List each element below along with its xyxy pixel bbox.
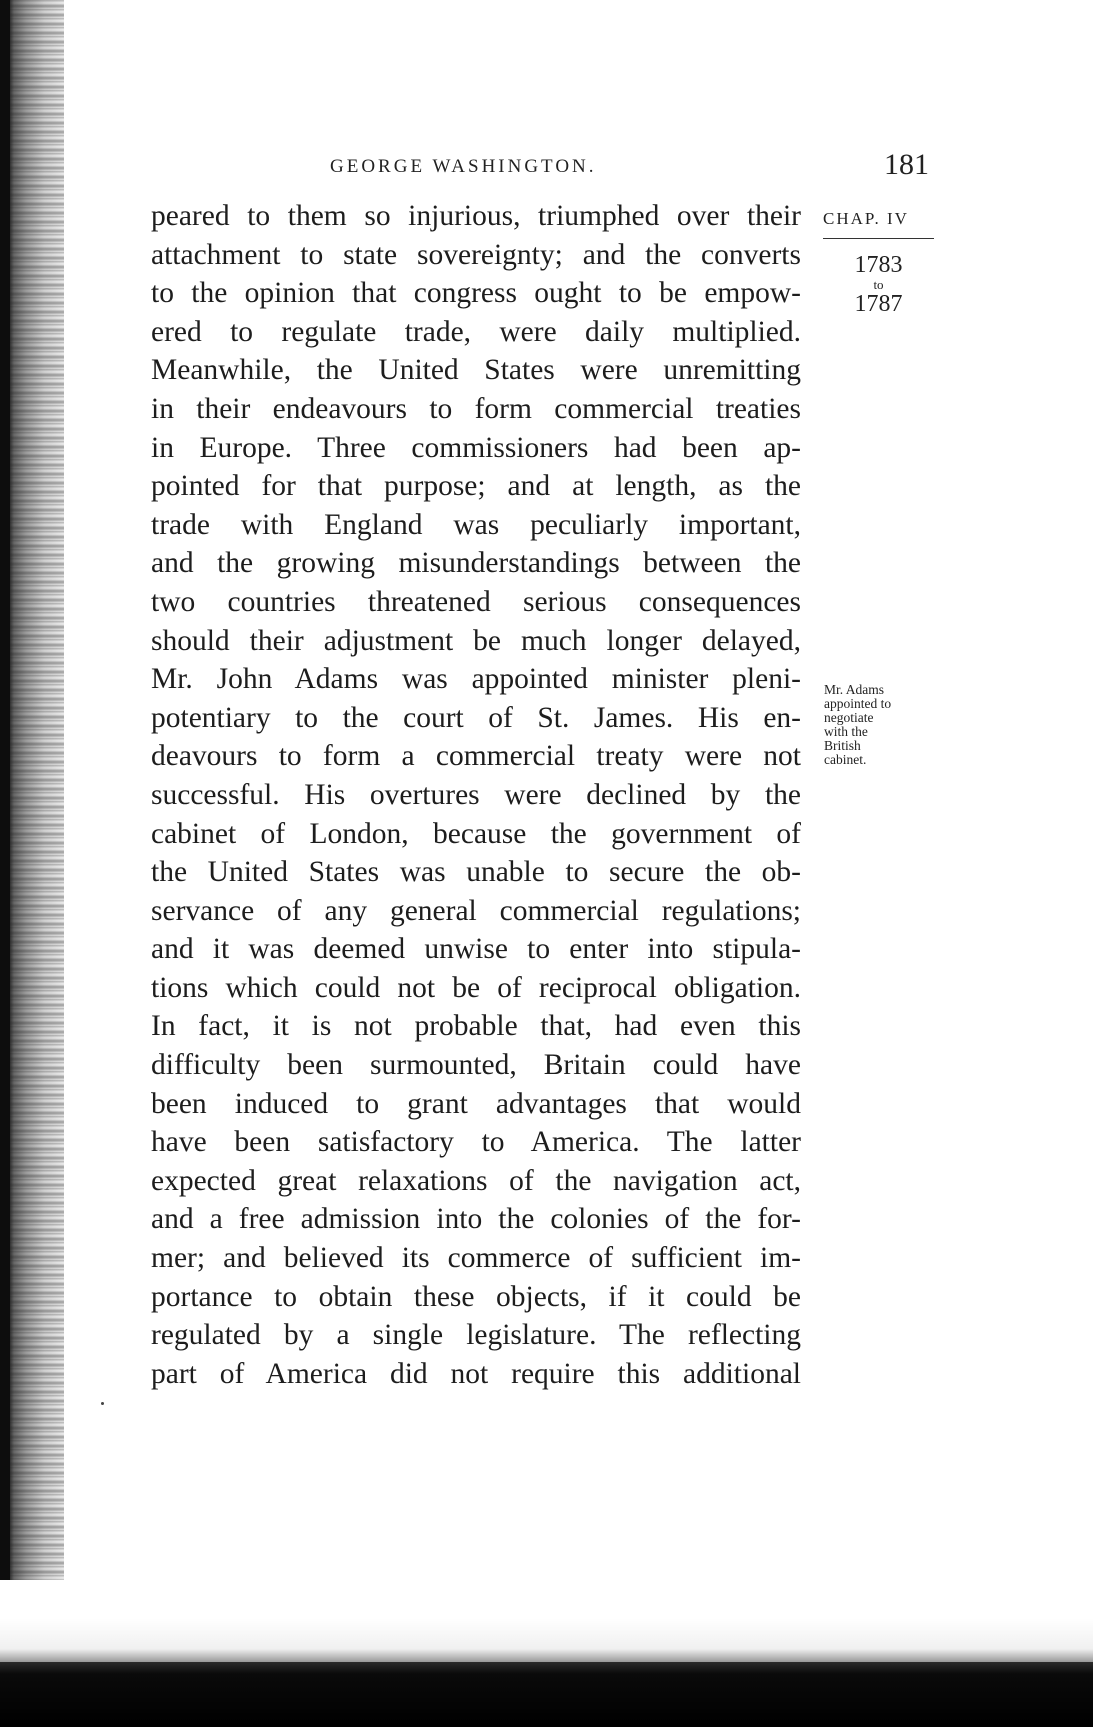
- text-line: mer; and believed its commerce of sufficient im-: [151, 1242, 801, 1275]
- text-line: tions which could not be of reciprocal obligation.: [151, 971, 801, 1004]
- sidenote-line: British: [824, 738, 861, 753]
- text-line: portance to obtain these objects, if it could be: [151, 1280, 801, 1313]
- text-line: part of America did not require this additional: [151, 1357, 801, 1390]
- text-line: the United States was unable to secure the ob-: [151, 856, 801, 889]
- text-line: successful. His overtures were declined by the: [151, 778, 801, 811]
- text-line: and a free admission into the colonies of the for-: [151, 1203, 801, 1236]
- text-line: and the growing misunderstandings between the: [151, 547, 801, 580]
- body-text: [151, 197, 801, 1393]
- sidenote-line: with the: [824, 724, 868, 739]
- text-line: to the opinion that congress ought to be empow-: [151, 277, 801, 310]
- text-line: Mr. John Adams was appointed minister pleni-: [151, 663, 801, 696]
- text-line: attachment to state sovereignty; and the converts: [151, 238, 801, 271]
- text-line: servance of any general commercial regulations;: [151, 894, 801, 927]
- text-line: deavours to form a commercial treaty were not: [151, 740, 801, 773]
- text-line: ered to regulate trade, were daily multiplied.: [151, 315, 801, 348]
- sidenote-line: cabinet.: [824, 752, 867, 767]
- text-line: in their endeavours to form commercial treaties: [151, 392, 801, 425]
- running-title: GEORGE WASHINGTON.: [330, 156, 597, 177]
- text-line: in Europe. Three commissioners had been ap-: [151, 431, 801, 464]
- text-line: Meanwhile, the United States were unremitting: [151, 354, 801, 387]
- text-line: peared to them so injurious, triumphed over their: [151, 200, 801, 232]
- text-line: pointed for that purpose; and at length, as the: [151, 470, 801, 503]
- year-to-word: to: [873, 277, 884, 292]
- sidenote-line: appointed to: [824, 696, 892, 711]
- year-from: 1783: [854, 252, 903, 278]
- text-line: should their adjustment be much longer delayed,: [151, 624, 801, 657]
- book-binding-shadow: [0, 0, 10, 1580]
- chapter-rule: [823, 238, 934, 239]
- text-line: expected great relaxations of the navigation act,: [151, 1164, 801, 1197]
- year-to: 1787: [854, 291, 903, 317]
- text-line: regulated by a single legislature. The reflecting: [151, 1319, 801, 1352]
- scan-bottom-edge: [0, 1662, 1093, 1727]
- text-line: potentiary to the court of St. James. His en-: [151, 701, 801, 734]
- text-line: difficulty been surmounted, Britain could have: [151, 1049, 801, 1082]
- sidenote-line: Mr. Adams: [824, 682, 885, 697]
- page-number: 181: [884, 148, 929, 181]
- text-line: and it was deemed unwise to enter into stipula-: [151, 933, 801, 966]
- text-line: two countries threatened serious consequences: [151, 585, 801, 618]
- year-range: [823, 252, 934, 317]
- sidenote-line: negotiate: [824, 710, 874, 725]
- chapter-marker: CHAP. IV: [823, 209, 909, 228]
- text-line: trade with England was peculiarly important,: [151, 508, 801, 541]
- text-line: been induced to grant advantages that would: [151, 1087, 801, 1120]
- margin-sidenote: [824, 683, 934, 767]
- text-line: In fact, it is not probable that, had even this: [151, 1010, 801, 1043]
- page-bottom-shade: [0, 1618, 1093, 1662]
- text-line: cabinet of London, because the government of: [151, 817, 801, 850]
- text-line: have been satisfactory to America. The latter: [151, 1126, 801, 1159]
- scan-speck: [101, 1402, 104, 1405]
